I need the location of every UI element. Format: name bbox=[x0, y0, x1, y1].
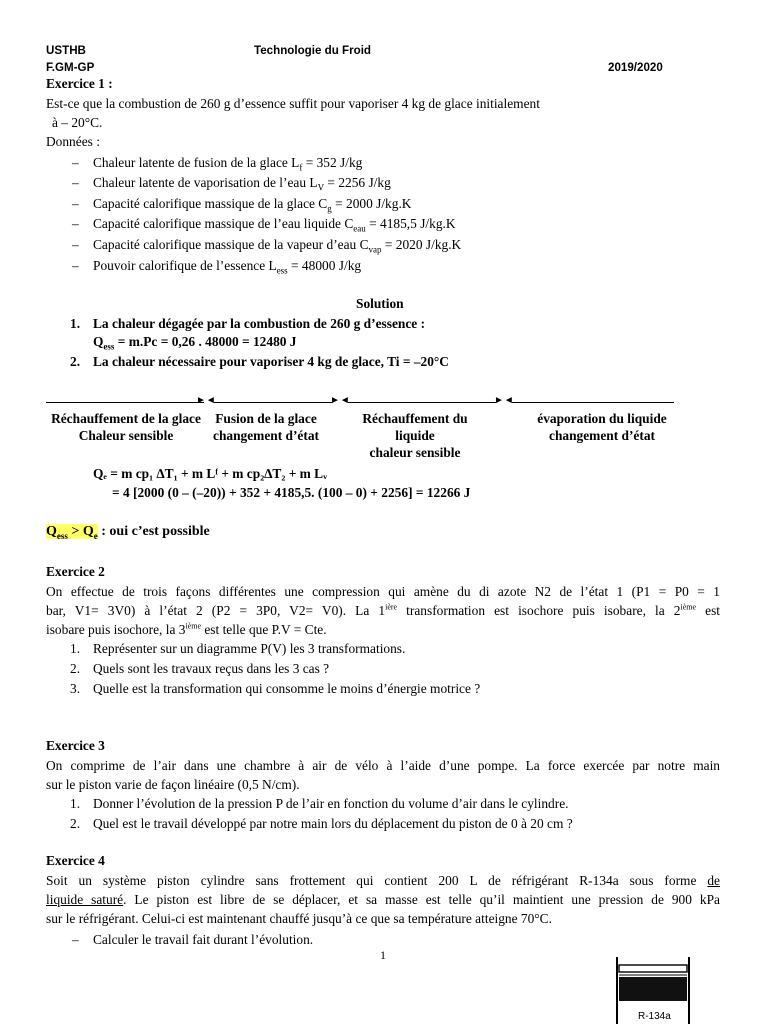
phase-label-1: Réchauffement de la glace Chaleur sensible bbox=[51, 411, 201, 443]
header-institution: USTHB bbox=[46, 44, 86, 57]
list-item: Quel est le travail développé par notre main lors du déplacement du piston de 0 à 20 cm ? bbox=[93, 816, 573, 831]
list-item: Chaleur latente de fusion de la glace $L_f = 352$ J/kg bbox=[93, 155, 363, 173]
phase-segment bbox=[214, 398, 332, 408]
header-year: 2019/2020 bbox=[608, 61, 663, 74]
ex1-donnees: Données : bbox=[46, 134, 100, 149]
arrow-join-icon: ►◄ bbox=[330, 395, 350, 406]
solution-step1: La chaleur dégagée par la combustion de 260 g d’essence : bbox=[93, 316, 426, 331]
phase-label-4: évaporation du liquide changement d’état bbox=[537, 411, 667, 443]
list-item: Capacité calorifique massique de la glace $C_g = 2000$ J/kg.K bbox=[93, 196, 412, 214]
ex4-text-line2: liquide saturé. Le piston est libre de se déplacer, et sa masse est telle qu’il maintient une pression de 900 kPa bbox=[46, 892, 720, 907]
ex3-text-line2: sur le piston varie de façon linéaire (0,5 N/cm). bbox=[46, 777, 300, 792]
list-item: Calculer le travail fait durant l’évolution. bbox=[93, 932, 314, 947]
ex4-text-line1: Soit un système piston cylindre sans frottement qui contient 200 L de réfrigérant R-134a sous forme de bbox=[46, 873, 720, 888]
ex1-title: Exercice 1 : bbox=[46, 76, 113, 91]
ex1-question-line2: à – 20°C. bbox=[52, 115, 103, 130]
solution-heading: Solution bbox=[356, 296, 404, 311]
list-number: 2. bbox=[70, 661, 81, 676]
ex1-question-line1: Est-ce que la combustion de 260 g d’essence suffit pour vaporiser 4 kg de glace initialement bbox=[46, 96, 540, 111]
list-item: Quelle est la transformation qui consomme le moins d’énergie motrice ? bbox=[93, 681, 481, 696]
list-item: Capacité calorifique massique de l’eau liquide $C_{eau} = 4185,5$ J/kg.K bbox=[93, 216, 456, 234]
dash-bullet: – bbox=[72, 932, 79, 947]
page-number: 1 bbox=[380, 948, 386, 962]
phase-segment bbox=[348, 398, 496, 408]
ex2-title: Exercice 2 bbox=[46, 564, 105, 579]
piston-cylinder-figure bbox=[612, 953, 694, 1024]
phase-label-3: Réchauffement du liquide chaleur sensible bbox=[362, 411, 468, 460]
header-course: Technologie du Froid bbox=[254, 44, 372, 57]
list-number: 3. bbox=[70, 681, 81, 696]
list-item: Donner l’évolution de la pression P de l’air en fonction du volume d’air dans le cylindre. bbox=[93, 796, 569, 811]
dash-bullet: – bbox=[72, 175, 79, 190]
conclusion: $Q_{ess} > Q_e$ : oui c’est possible bbox=[46, 524, 210, 541]
dash-bullet: – bbox=[72, 155, 79, 170]
ex2-text-line1: On effectue de trois façons différentes une compression qui amène du di azote N2 de l’état 1 (P1 = P0 = 1 bbox=[46, 584, 720, 599]
list-number: 1. bbox=[70, 796, 81, 811]
dash-bullet: – bbox=[72, 237, 79, 252]
arrow-join-icon: ►◄ bbox=[494, 395, 514, 406]
arrow-join-icon: ►◄ bbox=[196, 395, 216, 406]
ex3-text-line1: On comprime de l’air dans une chambre à air de vélo à l’aide d’une pompe. La force exercée par notre main bbox=[46, 758, 720, 773]
ex3-title: Exercice 3 bbox=[46, 738, 105, 753]
dash-bullet: – bbox=[72, 196, 79, 211]
dash-bullet: – bbox=[72, 258, 79, 273]
figure-label: R-134a bbox=[638, 1011, 671, 1022]
list-item: Capacité calorifique massique de la vapeur d’eau $C_{vap} = 2020$ J/kg.K bbox=[93, 237, 462, 255]
qe-calculation: = 4 [2000 (0 – (–20)) + 352 + 4185,5. (100 – 0) + 2256] = 12266 J bbox=[112, 485, 471, 500]
list-number: 1. bbox=[70, 641, 81, 656]
ex2-text-line2: bar, V1= 3V0) à l’état 2 (P2 = 3P0, V2= V0). La $1^{ière}$ transformation est isochore puis isobare, la 2ième est bbox=[46, 602, 721, 618]
list-item: Chaleur latente de vaporisation de l’eau $L_V = 2256$ J/kg bbox=[93, 175, 391, 193]
phase-label-2: Fusion de la glace changement d’état bbox=[213, 411, 319, 443]
list-item: Pouvoir calorifique de l’essence $L_{ess} = 48000$ J/kg bbox=[93, 258, 362, 276]
ex4-text-line3: sur le réfrigérant. Celui-ci est maintenant chauffé jusqu’à ce que sa température atteigne 70°C. bbox=[46, 911, 552, 926]
solution-step-number: 2. bbox=[70, 354, 81, 369]
phase-segment bbox=[512, 398, 674, 408]
solution-qess-equation: $Q_{ess} = m.Pc = 0,26$ . 48000 = 12480 J bbox=[93, 334, 297, 352]
solution-step2: La chaleur nécessaire pour vaporiser 4 kg de glace, Ti = –20°C bbox=[93, 354, 449, 369]
qe-equation: Qₑ = m cp₁ ∆T₁ + m Lᶠ + m cp₂∆T₂ + m Lᵥ bbox=[93, 466, 328, 481]
phase-segment bbox=[46, 398, 204, 408]
list-item: Représenter sur un diagramme P(V) les 3 transformations. bbox=[93, 641, 406, 656]
ex2-text-line3: isobare puis isochore, la 3ième est telle que P.V = Cte. bbox=[46, 621, 327, 637]
ex4-title: Exercice 4 bbox=[46, 853, 105, 868]
solution-step-number: 1. bbox=[70, 316, 81, 331]
list-number: 2. bbox=[70, 816, 81, 831]
header-department: F.GM-GP bbox=[46, 61, 95, 74]
dash-bullet: – bbox=[72, 216, 79, 231]
list-item: Quels sont les travaux reçus dans les 3 cas ? bbox=[93, 661, 330, 676]
